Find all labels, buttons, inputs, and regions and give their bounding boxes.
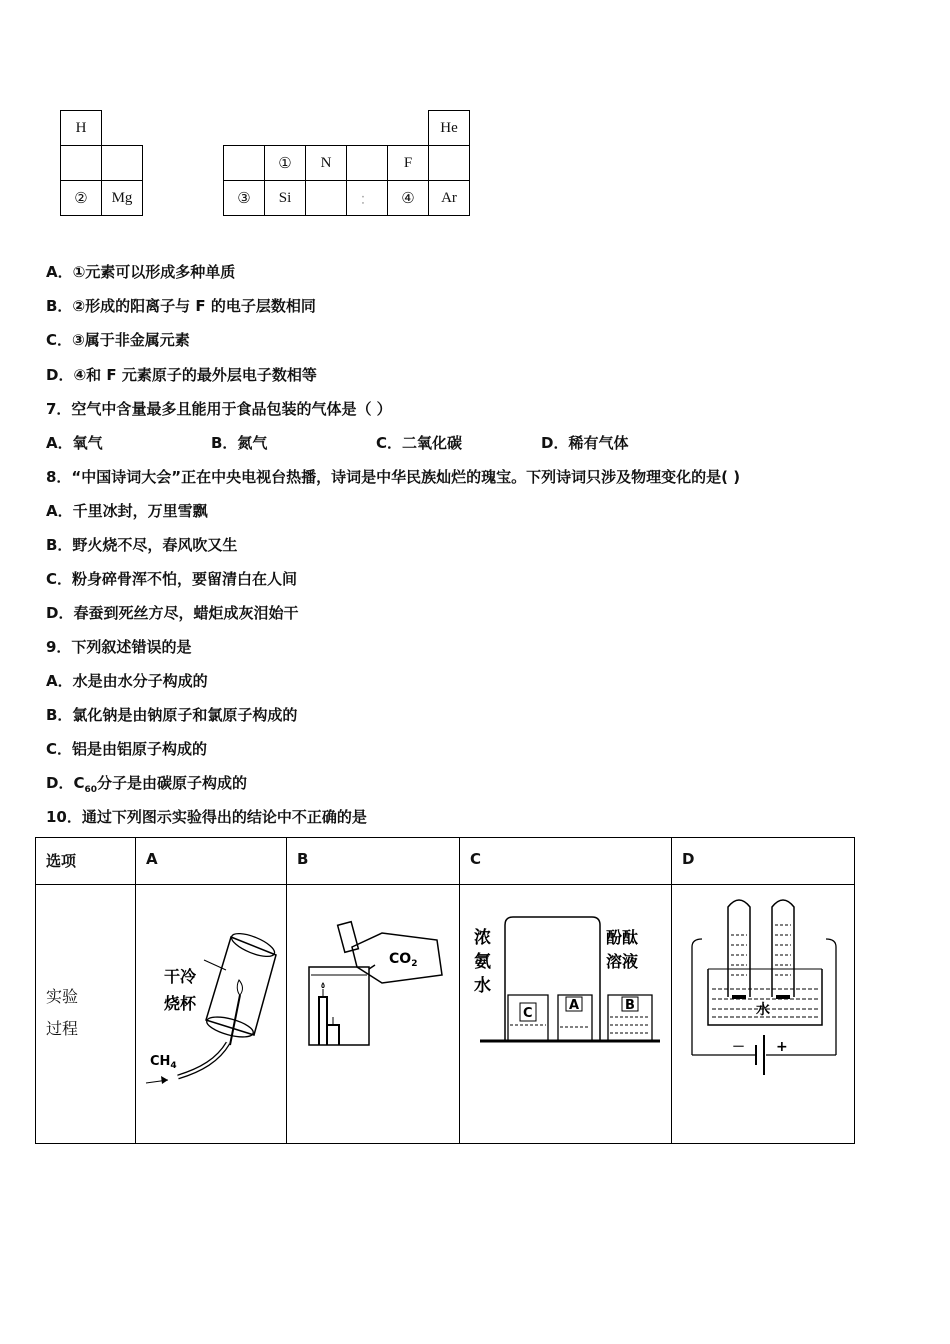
q10-row-label-1: 实验 bbox=[46, 987, 79, 1006]
figure-c-right-2: 溶液 bbox=[606, 952, 639, 971]
q7-option-a: A．氧气 bbox=[46, 434, 103, 452]
q8-option-d: D．春蚕到死丝方尽，蜡炬成灰泪始干 bbox=[46, 604, 299, 622]
q9-stem: 9．下列叙述错误的是 bbox=[46, 638, 192, 656]
figure-a-label-2: 烧杯 bbox=[164, 994, 197, 1013]
pt-cell-1: ① bbox=[265, 146, 306, 181]
figure-d-drawing bbox=[672, 885, 854, 1143]
figure-c-beaker-a: A bbox=[569, 998, 580, 1013]
q10-row-label bbox=[36, 885, 136, 1144]
figure-c-beaker-b: B bbox=[625, 998, 635, 1013]
q9-option-d bbox=[46, 772, 247, 795]
figure-d-plus: + bbox=[776, 1039, 788, 1055]
pt-cell-be bbox=[102, 146, 143, 181]
pt-cell-p bbox=[306, 181, 347, 216]
pt-cell-si: Si bbox=[265, 181, 306, 216]
q7-option-c: C．二氧化碳 bbox=[376, 434, 463, 452]
q10-header-a: A bbox=[136, 838, 287, 885]
figure-c-left-2: 氨 bbox=[474, 952, 491, 972]
q7-option-d: D．稀有气体 bbox=[541, 434, 629, 452]
q8-option-a: A．千里冰封，万里雪飘 bbox=[46, 502, 208, 520]
q9-option-b: B．氯化钠是由钠原子和氯原子构成的 bbox=[46, 706, 298, 724]
q6-option-b: B．②形成的阳离子与 F 的电子层数相同 bbox=[46, 297, 316, 315]
q9-option-d-prefix: D．C bbox=[46, 774, 85, 792]
figure-c-left-1: 浓 bbox=[474, 928, 491, 948]
pt-cell-mg: Mg bbox=[102, 181, 143, 216]
q8-option-c: C．粉身碎骨浑不怕，要留清白在人间 bbox=[46, 570, 298, 588]
figure-a-label-1: 干冷 bbox=[164, 967, 197, 986]
pt-cell-he: He bbox=[429, 111, 470, 146]
q10-row-label-2: 过程 bbox=[46, 1019, 79, 1038]
q10-stem: 10．通过下列图示实验得出的结论中不正确的是 bbox=[46, 808, 367, 826]
figure-c-beaker-c: C bbox=[523, 1006, 533, 1021]
pt-cell-n: N bbox=[306, 146, 347, 181]
q7-stem: 7．空气中含量最多且能用于食品包装的气体是（ ） bbox=[46, 400, 392, 418]
figure-a-drawing bbox=[136, 885, 286, 1143]
pt-cell-o bbox=[347, 146, 388, 181]
q10-header-c: C bbox=[460, 838, 672, 885]
q9-option-c: C．铝是由铝原子构成的 bbox=[46, 740, 208, 758]
q10-figure-d bbox=[672, 885, 855, 1144]
q10-header-option: 选项 bbox=[36, 838, 136, 885]
q8-option-b: B．野火烧不尽，春风吹又生 bbox=[46, 536, 238, 554]
q10-header-d: D bbox=[672, 838, 855, 885]
q7-option-b: B．氮气 bbox=[211, 434, 268, 452]
q10-table bbox=[35, 837, 855, 1144]
q10-figure-b bbox=[287, 885, 460, 1144]
figure-c-drawing bbox=[460, 885, 671, 1143]
figure-a-gas: $CH_4$ bbox=[150, 1054, 177, 1071]
pt-cell-ne bbox=[429, 146, 470, 181]
q10-figure-c bbox=[460, 885, 672, 1144]
pt-cell-b bbox=[224, 146, 265, 181]
pt-cell-s: ： bbox=[347, 181, 388, 216]
q9-option-d-sub: 60 bbox=[84, 785, 97, 795]
q8-stem: 8．“中国诗词大会”正在中央电视台热播，诗词是中华民族灿烂的瑰宝。下列诗词只涉及物理变化的是( ) bbox=[46, 468, 741, 486]
pt-cell-h: H bbox=[61, 111, 102, 146]
pt-cell-3: ③ bbox=[224, 181, 265, 216]
figure-b-drawing bbox=[287, 885, 459, 1143]
figure-c-left-3: 水 bbox=[474, 976, 491, 996]
q6-option-a: A．①元素可以形成多种单质 bbox=[46, 263, 236, 281]
figure-c-right-1: 酚酞 bbox=[606, 928, 639, 947]
periodic-table bbox=[60, 110, 470, 216]
q10-header-b: B bbox=[287, 838, 460, 885]
q9-option-d-suffix: 分子是由碳原子构成的 bbox=[97, 774, 248, 792]
q7-options bbox=[46, 432, 706, 453]
pt-cell-f: F bbox=[388, 146, 429, 181]
figure-b-gas: $CO_2$ bbox=[389, 951, 418, 969]
q10-figure-a bbox=[136, 885, 287, 1144]
q9-option-a: A．水是由水分子构成的 bbox=[46, 672, 208, 690]
pt-cell-li bbox=[61, 146, 102, 181]
q6-option-d: D．④和 F 元素原子的最外层电子数相等 bbox=[46, 366, 317, 384]
q6-option-c: C．③属于非金属元素 bbox=[46, 331, 190, 349]
figure-d-minus: － bbox=[732, 1040, 746, 1055]
pt-cell-2: ② bbox=[61, 181, 102, 216]
pt-cell-4: ④ bbox=[388, 181, 429, 216]
figure-d-water: 水 bbox=[756, 1002, 770, 1018]
pt-cell-ar: Ar bbox=[429, 181, 470, 216]
